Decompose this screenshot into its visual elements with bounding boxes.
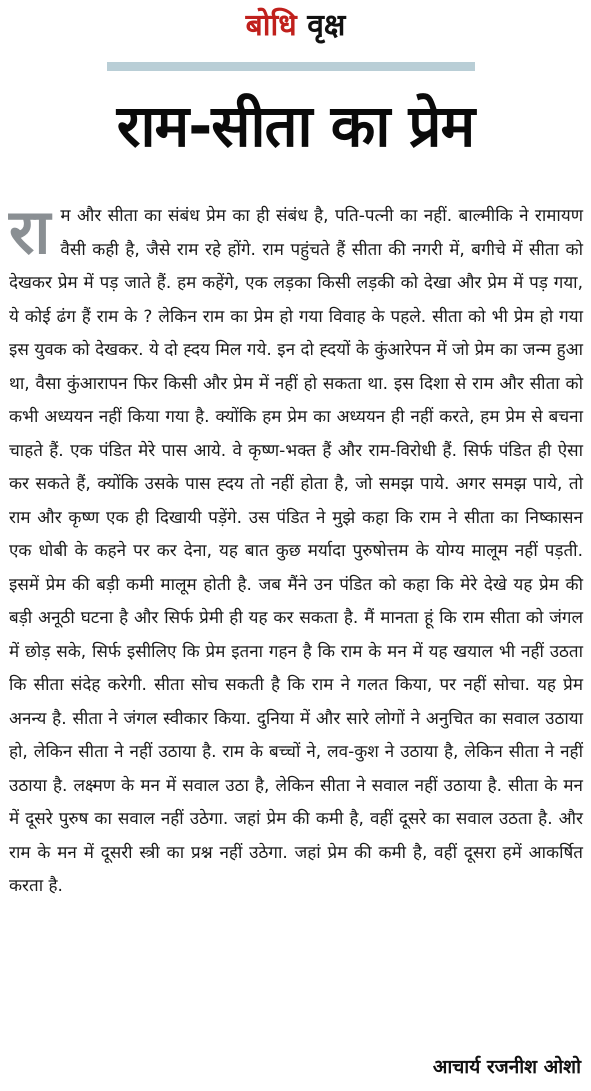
column-title-word-1: बोधि xyxy=(245,8,297,43)
column-title xyxy=(0,6,591,46)
drop-cap: रा xyxy=(9,195,51,268)
author-byline: आचार्य रजनीश ओशो xyxy=(425,1052,581,1082)
article-body xyxy=(9,195,583,904)
column-title-word-2: वृक्ष xyxy=(307,8,346,43)
headline: राम-सीता का प्रेम xyxy=(116,92,475,160)
article-text: म और सीता का संबंध प्रेम का ही संबंध है, पति-पत्नी का नहीं. बाल्मीकि ने रामायण वैसी कही है, जैसे राम रहे होंगे. राम पहुंचते हैं सीता की नगरी में, बगीचे में सीता को देखकर प्रेम में पड़ जाते हैं. हम कहेंगे, एक लड़का किसी लड़की को देखा और प्रेम में पड़ गया, ये कोई ढंग हैं राम के ? लेकिन राम का प्रेम हो गया विवाह के पहले. सीता को भी प्रेम हो गया इस युवक को देखकर. ये दो ह्दय मिल गये. इन दो ह्दयों के कुंआरेपन में जो प्रेम का जन्म हुआ था, वैसा कुंआरापन फिर किसी और प्रेम में नहीं हो सकता था. इस दिशा से राम और सीता को कभी अध्ययन नहीं किया गया है. क्योंकि हम प्रेम का अध्ययन ही नहीं करते, हम प्रेम से बचना चाहते हैं. एक पंडित मेरे पास आये. वे कृष्ण-भक्त हैं और राम-विरोधी हैं. सिर्फ पंडित ही ऐसा कर सकते हैं, क्योंकि उसके पास ह्दय तो नहीं होता है, जो समझ पाये. अगर समझ पाये, तो राम और कृष्ण एक ही दिखायी पड़ेंगे. उस पंडित ने मुझे कहा कि राम ने सीता का निष्कासन एक धोबी के कहने पर कर देना, यह बात कुछ मर्यादा पुरुषोत्तम के योग्य मालूम नहीं पड़ती. इसमें प्रेम की बड़ी कमी मालूम होती है. जब मैंने उन पंडित को कहा कि मेरे देखे यह प्रेम की बड़ी अनूठी घटना है और सिर्फ प्रेमी ही यह कर सकता है. मैं मानता हूं कि राम सीता को जंगल में छोड़ सके, सिर्फ इसीलिए कि प्रेम इतना गहन है कि राम के मन में यह खयाल भी नहीं उठता कि सीता संदेह करेगी. सीता सोच सकती है कि राम ने गलत किया, पर नहीं सोचा. यह प्रेम अनन्य है. सीता ने जंगल स्वीकार किया. दुनिया में और सारे लोगों ने अनुचित का सवाल उठाया हो, लेकिन सीता ने नहीं उठाया है. राम के बच्चों ने, लव-कुश ने उठाया है, लेकिन सीता ने नहीं उठाया है. लक्ष्मण के मन में सवाल उठा है, लेकिन सीता ने सवाल नहीं उठाया है. सीता के मन में दूसरे पुरुष का सवाल नहीं उठेगा. जहां प्रेम की कमी है, वहीं दूसरे का सवाल उठता है. और राम के मन में दूसरी स्त्री का प्रश्न नहीं उठेगा. जहां प्रेम की कमी है, वहीं दूसरा हमें आकर्षित करता है. xyxy=(9,206,583,896)
header-rule xyxy=(107,62,475,71)
